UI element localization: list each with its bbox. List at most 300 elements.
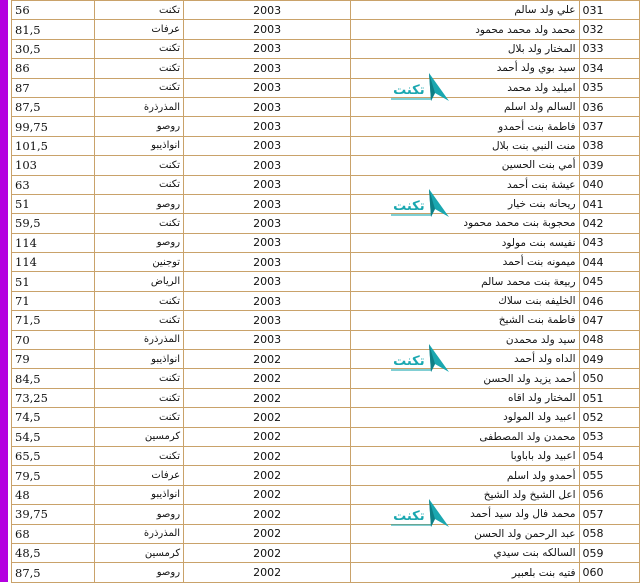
table-row xyxy=(12,272,640,291)
table-row xyxy=(12,291,640,310)
number-cell-text: 040 xyxy=(582,178,604,192)
number-cell-text: 056 xyxy=(582,488,604,502)
year-cell-text: 2002 xyxy=(253,469,282,483)
place-cell[interactable] xyxy=(94,485,183,504)
number-cell[interactable] xyxy=(579,39,639,58)
score-cell[interactable] xyxy=(12,136,95,155)
name-cell[interactable] xyxy=(351,1,579,20)
place-cell-text: روصو xyxy=(156,198,181,210)
year-cell[interactable] xyxy=(184,563,351,582)
records-table xyxy=(11,0,640,583)
score-cell[interactable] xyxy=(12,272,95,291)
year-cell-text: 2003 xyxy=(253,255,282,269)
table-row xyxy=(12,78,640,97)
score-cell-text: 86 xyxy=(15,61,30,76)
year-cell[interactable] xyxy=(184,291,351,310)
table-row xyxy=(12,1,640,20)
place-cell-text: عرفات xyxy=(151,24,181,36)
score-cell-text: 79 xyxy=(15,352,30,367)
year-cell[interactable] xyxy=(184,39,351,58)
number-cell[interactable] xyxy=(579,117,639,136)
table-row xyxy=(12,117,640,136)
place-cell-text: انواذيبو xyxy=(151,489,181,501)
number-cell[interactable] xyxy=(579,233,639,252)
number-cell-text: 051 xyxy=(582,391,604,405)
table-row xyxy=(12,466,640,485)
score-cell-text: 70 xyxy=(15,332,30,347)
name-cell[interactable] xyxy=(351,311,579,330)
place-cell-text: روصو xyxy=(156,567,181,579)
table-row xyxy=(12,253,640,272)
table-row xyxy=(12,156,640,175)
number-cell[interactable] xyxy=(579,97,639,116)
name-cell-text: نفيسه بنت مولود xyxy=(501,236,576,249)
name-cell-text: السالم ولد اسلم xyxy=(504,101,576,114)
place-cell[interactable] xyxy=(94,369,183,388)
year-cell-text: 2003 xyxy=(253,333,282,347)
place-cell[interactable] xyxy=(94,330,183,349)
score-cell-text: 73,25 xyxy=(15,391,48,405)
name-cell[interactable] xyxy=(351,388,579,407)
score-cell-text: 99,75 xyxy=(15,119,48,134)
year-cell[interactable] xyxy=(184,505,351,524)
score-cell[interactable] xyxy=(12,427,95,446)
table-row xyxy=(12,485,640,504)
name-cell-text: فاطمة بنت الشيخ xyxy=(498,314,576,327)
score-cell[interactable] xyxy=(12,330,95,349)
name-cell-text: منت النبي بنت بلال xyxy=(491,139,576,152)
name-cell[interactable] xyxy=(351,78,579,97)
name-cell-text: المختار ولد اقاه xyxy=(508,392,576,404)
number-cell[interactable] xyxy=(579,388,639,407)
place-cell[interactable] xyxy=(94,39,183,58)
number-cell[interactable] xyxy=(579,214,639,233)
score-cell[interactable] xyxy=(12,39,95,58)
score-cell-text: 71 xyxy=(15,294,30,309)
number-cell-text: 060 xyxy=(582,566,604,580)
number-cell-text: 048 xyxy=(582,333,604,347)
table-row xyxy=(12,330,640,349)
place-cell[interactable] xyxy=(94,20,183,39)
place-cell-text: روصو xyxy=(156,237,181,249)
year-cell-text: 2002 xyxy=(253,546,282,560)
place-cell[interactable] xyxy=(94,78,183,97)
place-cell[interactable] xyxy=(94,117,183,136)
name-cell[interactable] xyxy=(351,350,579,369)
place-cell-text: انواذيبو xyxy=(151,140,181,152)
name-cell-text: سيد ولد محمدن xyxy=(505,333,576,346)
name-cell[interactable] xyxy=(351,408,579,427)
number-cell[interactable] xyxy=(579,543,639,562)
place-cell[interactable] xyxy=(94,446,183,465)
place-cell-text: روصو xyxy=(156,508,181,520)
number-cell-text: 039 xyxy=(582,158,604,172)
year-cell-text: 2003 xyxy=(253,100,282,114)
place-cell[interactable] xyxy=(94,156,183,175)
number-cell[interactable] xyxy=(579,350,639,369)
number-cell-text: 044 xyxy=(582,255,604,269)
place-cell-text: انواذيبو xyxy=(151,353,181,365)
number-cell-text: 046 xyxy=(582,294,604,308)
place-cell[interactable] xyxy=(94,253,183,272)
place-cell[interactable] xyxy=(94,427,183,446)
score-cell[interactable] xyxy=(12,350,95,369)
name-cell-text: علي ولد سالم xyxy=(514,4,576,17)
number-cell[interactable] xyxy=(579,427,639,446)
place-cell-text: كرمسين xyxy=(144,431,181,443)
name-cell[interactable] xyxy=(351,136,579,155)
place-cell[interactable] xyxy=(94,505,183,524)
number-cell-text: 058 xyxy=(582,527,604,541)
year-cell-text: 2003 xyxy=(253,236,282,250)
place-cell-text: تكنت xyxy=(158,450,181,462)
number-cell-text: 033 xyxy=(582,42,604,56)
name-cell[interactable] xyxy=(351,466,579,485)
year-cell[interactable] xyxy=(184,427,351,446)
year-cell-text: 2002 xyxy=(253,488,282,502)
year-cell[interactable] xyxy=(184,175,351,194)
year-cell[interactable] xyxy=(184,97,351,116)
year-cell-text: 2002 xyxy=(253,352,282,366)
name-cell[interactable] xyxy=(351,97,579,116)
score-cell[interactable] xyxy=(12,78,95,97)
number-cell[interactable] xyxy=(579,505,639,524)
score-cell[interactable] xyxy=(12,1,95,20)
number-cell[interactable] xyxy=(579,156,639,175)
number-cell-text: 053 xyxy=(582,430,604,444)
name-cell-text: أمي بنت الحسين xyxy=(501,159,576,172)
name-cell-text: المختار ولد بلال xyxy=(507,42,576,55)
name-cell-text: أحمد يزيد ولد الحسن xyxy=(483,372,576,385)
name-cell[interactable] xyxy=(351,291,579,310)
table-row xyxy=(12,97,640,116)
number-cell[interactable] xyxy=(579,291,639,310)
score-cell-text: 81,5 xyxy=(15,22,41,37)
table-row xyxy=(12,563,640,582)
number-cell[interactable] xyxy=(579,253,639,272)
place-cell[interactable] xyxy=(94,524,183,543)
number-cell[interactable] xyxy=(579,78,639,97)
name-cell[interactable] xyxy=(351,59,579,78)
place-cell-text: تكنت xyxy=(158,392,181,404)
score-cell[interactable] xyxy=(12,543,95,562)
score-cell-text: 51 xyxy=(15,197,30,212)
name-cell[interactable] xyxy=(351,505,579,524)
score-cell-text: 74,5 xyxy=(15,410,41,425)
name-cell-text: عبد الرحمن ولد الحسن xyxy=(474,527,576,540)
logo-wordmark: تكنت xyxy=(393,354,425,370)
score-cell-text: 59,5 xyxy=(15,216,41,231)
score-cell[interactable] xyxy=(12,117,95,136)
name-cell[interactable] xyxy=(351,233,579,252)
score-cell[interactable] xyxy=(12,485,95,504)
score-cell[interactable] xyxy=(12,388,95,407)
year-cell[interactable] xyxy=(184,78,351,97)
number-cell[interactable] xyxy=(579,194,639,213)
year-cell-text: 2002 xyxy=(253,430,282,444)
year-cell-text: 2003 xyxy=(253,120,282,134)
year-cell-text: 2003 xyxy=(253,3,282,17)
year-cell-text: 2002 xyxy=(253,372,282,386)
name-cell[interactable] xyxy=(351,253,579,272)
year-cell[interactable] xyxy=(184,330,351,349)
name-cell[interactable] xyxy=(351,272,579,291)
place-cell[interactable] xyxy=(94,466,183,485)
year-cell[interactable] xyxy=(184,485,351,504)
year-cell[interactable] xyxy=(184,350,351,369)
table-row xyxy=(12,427,640,446)
score-cell[interactable] xyxy=(12,156,95,175)
year-cell-text: 2002 xyxy=(253,391,282,405)
place-cell[interactable] xyxy=(94,136,183,155)
table-row xyxy=(12,233,640,252)
year-cell-text: 2003 xyxy=(253,81,282,95)
place-cell-text: تكنت xyxy=(158,62,181,74)
name-cell-text: محمدن ولد المصطفى xyxy=(479,430,576,443)
number-cell-text: 042 xyxy=(582,216,604,230)
number-cell-text: 036 xyxy=(582,100,604,114)
number-cell-text: 052 xyxy=(582,410,604,424)
place-cell-text: الرياض xyxy=(150,276,181,288)
number-cell-text: 057 xyxy=(582,507,604,521)
number-cell-text: 035 xyxy=(582,81,604,95)
year-cell-text: 2003 xyxy=(253,139,282,153)
score-cell[interactable] xyxy=(12,563,95,582)
score-cell-text: 56 xyxy=(15,3,30,18)
year-cell[interactable] xyxy=(184,408,351,427)
place-cell[interactable] xyxy=(94,214,183,233)
number-cell[interactable] xyxy=(579,466,639,485)
number-cell-text: 050 xyxy=(582,372,604,386)
score-cell[interactable] xyxy=(12,214,95,233)
year-cell-text: 2003 xyxy=(253,294,282,308)
score-cell-text: 48,5 xyxy=(15,546,41,561)
year-cell[interactable] xyxy=(184,59,351,78)
name-cell-text: ريحانه بنت خيار xyxy=(508,198,576,211)
name-cell-text: أحمدو ولد اسلم xyxy=(506,469,576,482)
table-row xyxy=(12,214,640,233)
number-cell[interactable] xyxy=(579,20,639,39)
name-cell[interactable] xyxy=(351,20,579,39)
place-cell[interactable] xyxy=(94,233,183,252)
name-cell[interactable] xyxy=(351,369,579,388)
number-cell[interactable] xyxy=(579,272,639,291)
score-cell[interactable] xyxy=(12,233,95,252)
number-cell[interactable] xyxy=(579,311,639,330)
place-cell-text: تكنت xyxy=(158,295,181,307)
name-cell[interactable] xyxy=(351,446,579,465)
year-cell-text: 2003 xyxy=(253,42,282,56)
place-cell[interactable] xyxy=(94,543,183,562)
year-cell-text: 2003 xyxy=(253,216,282,230)
place-cell[interactable] xyxy=(94,194,183,213)
name-cell[interactable] xyxy=(351,524,579,543)
score-cell[interactable] xyxy=(12,291,95,310)
year-cell[interactable] xyxy=(184,388,351,407)
number-cell-text: 055 xyxy=(582,469,604,483)
year-cell[interactable] xyxy=(184,1,351,20)
number-cell[interactable] xyxy=(579,59,639,78)
table-row xyxy=(12,505,640,524)
table-row xyxy=(12,408,640,427)
year-cell[interactable] xyxy=(184,272,351,291)
spreadsheet xyxy=(11,0,640,582)
number-cell[interactable] xyxy=(579,446,639,465)
number-cell[interactable] xyxy=(579,136,639,155)
score-cell[interactable] xyxy=(12,20,95,39)
number-cell[interactable] xyxy=(579,485,639,504)
score-cell[interactable] xyxy=(12,97,95,116)
score-cell-text: 114 xyxy=(15,235,37,250)
table-row xyxy=(12,350,640,369)
score-cell[interactable] xyxy=(12,369,95,388)
number-cell-text: 054 xyxy=(582,449,604,463)
score-cell[interactable] xyxy=(12,505,95,524)
score-cell-text: 68 xyxy=(15,526,30,541)
place-cell-text: تكنت xyxy=(158,82,181,94)
place-cell[interactable] xyxy=(94,563,183,582)
place-cell[interactable] xyxy=(94,291,183,310)
table-row xyxy=(12,194,640,213)
year-cell[interactable] xyxy=(184,117,351,136)
number-cell[interactable] xyxy=(579,369,639,388)
year-cell-text: 2002 xyxy=(253,449,282,463)
year-cell[interactable] xyxy=(184,311,351,330)
year-cell-text: 2003 xyxy=(253,178,282,192)
score-cell[interactable] xyxy=(12,59,95,78)
score-cell-text: 87 xyxy=(15,80,30,95)
name-cell[interactable] xyxy=(351,117,579,136)
place-cell-text: المذرذرة xyxy=(143,101,181,113)
score-cell-text: 84,5 xyxy=(15,371,41,386)
number-cell[interactable] xyxy=(579,175,639,194)
name-cell[interactable] xyxy=(351,543,579,562)
score-cell-text: 87,5 xyxy=(15,565,41,580)
score-cell-text: 54,5 xyxy=(15,429,41,444)
place-cell[interactable] xyxy=(94,97,183,116)
place-cell-text: تكنت xyxy=(158,179,181,191)
year-cell[interactable] xyxy=(184,543,351,562)
name-cell[interactable] xyxy=(351,39,579,58)
number-cell-text: 034 xyxy=(582,61,604,75)
score-cell-text: 63 xyxy=(15,177,30,192)
score-cell[interactable] xyxy=(12,253,95,272)
year-cell[interactable] xyxy=(184,156,351,175)
place-cell-text: كرمسين xyxy=(144,547,181,559)
name-cell-text: الداه ولد أحمد xyxy=(514,353,576,366)
score-cell[interactable] xyxy=(12,408,95,427)
score-cell-text: 51 xyxy=(15,274,30,289)
number-cell-text: 032 xyxy=(582,23,604,37)
place-cell[interactable] xyxy=(94,311,183,330)
place-cell[interactable] xyxy=(94,1,183,20)
year-cell[interactable] xyxy=(184,253,351,272)
year-cell[interactable] xyxy=(184,524,351,543)
place-cell[interactable] xyxy=(94,350,183,369)
place-cell-text: تكنت xyxy=(158,314,181,326)
score-cell-text: 103 xyxy=(15,158,37,173)
number-cell-text: 038 xyxy=(582,139,604,153)
year-cell[interactable] xyxy=(184,20,351,39)
year-cell-text: 2003 xyxy=(253,61,282,75)
year-cell[interactable] xyxy=(184,446,351,465)
name-cell-text: اعبيد ولد المولود xyxy=(503,411,576,424)
score-cell[interactable] xyxy=(12,175,95,194)
place-cell-text: تكنت xyxy=(158,411,181,423)
place-cell[interactable] xyxy=(94,408,183,427)
score-cell[interactable] xyxy=(12,466,95,485)
year-cell[interactable] xyxy=(184,233,351,252)
year-cell[interactable] xyxy=(184,136,351,155)
score-cell-text: 30,5 xyxy=(15,41,41,56)
logo-wordmark: تكنت xyxy=(393,82,425,98)
year-cell-text: 2003 xyxy=(253,197,282,211)
table-row xyxy=(12,59,640,78)
place-cell[interactable] xyxy=(94,272,183,291)
place-cell-text: روصو xyxy=(156,121,181,133)
name-cell-text: فاطمة بنت أحمدو xyxy=(498,120,576,133)
year-cell[interactable] xyxy=(184,214,351,233)
score-cell-text: 114 xyxy=(15,255,37,270)
score-cell[interactable] xyxy=(12,524,95,543)
name-cell[interactable] xyxy=(351,330,579,349)
table-row xyxy=(12,369,640,388)
score-cell-text: 65,5 xyxy=(15,449,41,464)
score-cell[interactable] xyxy=(12,311,95,330)
table-row xyxy=(12,39,640,58)
name-cell[interactable] xyxy=(351,194,579,213)
name-cell-text: ميمونه بنت أحمد xyxy=(502,256,576,269)
name-cell-text: السالكه بنت سيدي xyxy=(493,547,576,560)
place-cell[interactable] xyxy=(94,175,183,194)
number-cell[interactable] xyxy=(579,408,639,427)
place-cell[interactable] xyxy=(94,388,183,407)
year-cell[interactable] xyxy=(184,369,351,388)
number-cell[interactable] xyxy=(579,330,639,349)
name-cell-text: فتيه بنت بلعبير xyxy=(511,566,576,579)
name-cell[interactable] xyxy=(351,156,579,175)
name-cell-text: محجوبة بنت محمد محمود xyxy=(463,217,576,230)
name-cell[interactable] xyxy=(351,175,579,194)
name-cell[interactable] xyxy=(351,214,579,233)
number-cell[interactable] xyxy=(579,563,639,582)
table-row xyxy=(12,524,640,543)
year-cell[interactable] xyxy=(184,194,351,213)
name-cell[interactable] xyxy=(351,563,579,582)
table-row xyxy=(12,543,640,562)
year-cell[interactable] xyxy=(184,466,351,485)
year-cell-text: 2002 xyxy=(253,507,282,521)
name-cell[interactable] xyxy=(351,485,579,504)
year-cell-text: 2003 xyxy=(253,158,282,172)
logo-wordmark: تكنت xyxy=(393,509,425,525)
place-cell-text: توجنين xyxy=(152,256,181,268)
place-cell[interactable] xyxy=(94,59,183,78)
name-cell-text: اعل الشيخ ولد الشيخ xyxy=(483,488,576,501)
name-cell[interactable] xyxy=(351,427,579,446)
number-cell[interactable] xyxy=(579,1,639,20)
number-cell[interactable] xyxy=(579,524,639,543)
number-cell-text: 031 xyxy=(582,3,604,17)
year-cell-text: 2002 xyxy=(253,410,282,424)
name-cell-text: عيشة بنت أحمد xyxy=(507,178,576,191)
name-cell-text: اعبيد ولد باباوبا xyxy=(510,450,576,463)
number-cell-text: 041 xyxy=(582,197,604,211)
place-cell-text: المذرذرة xyxy=(143,528,181,540)
score-cell[interactable] xyxy=(12,194,95,213)
score-cell-text: 48 xyxy=(15,487,30,502)
score-cell[interactable] xyxy=(12,446,95,465)
